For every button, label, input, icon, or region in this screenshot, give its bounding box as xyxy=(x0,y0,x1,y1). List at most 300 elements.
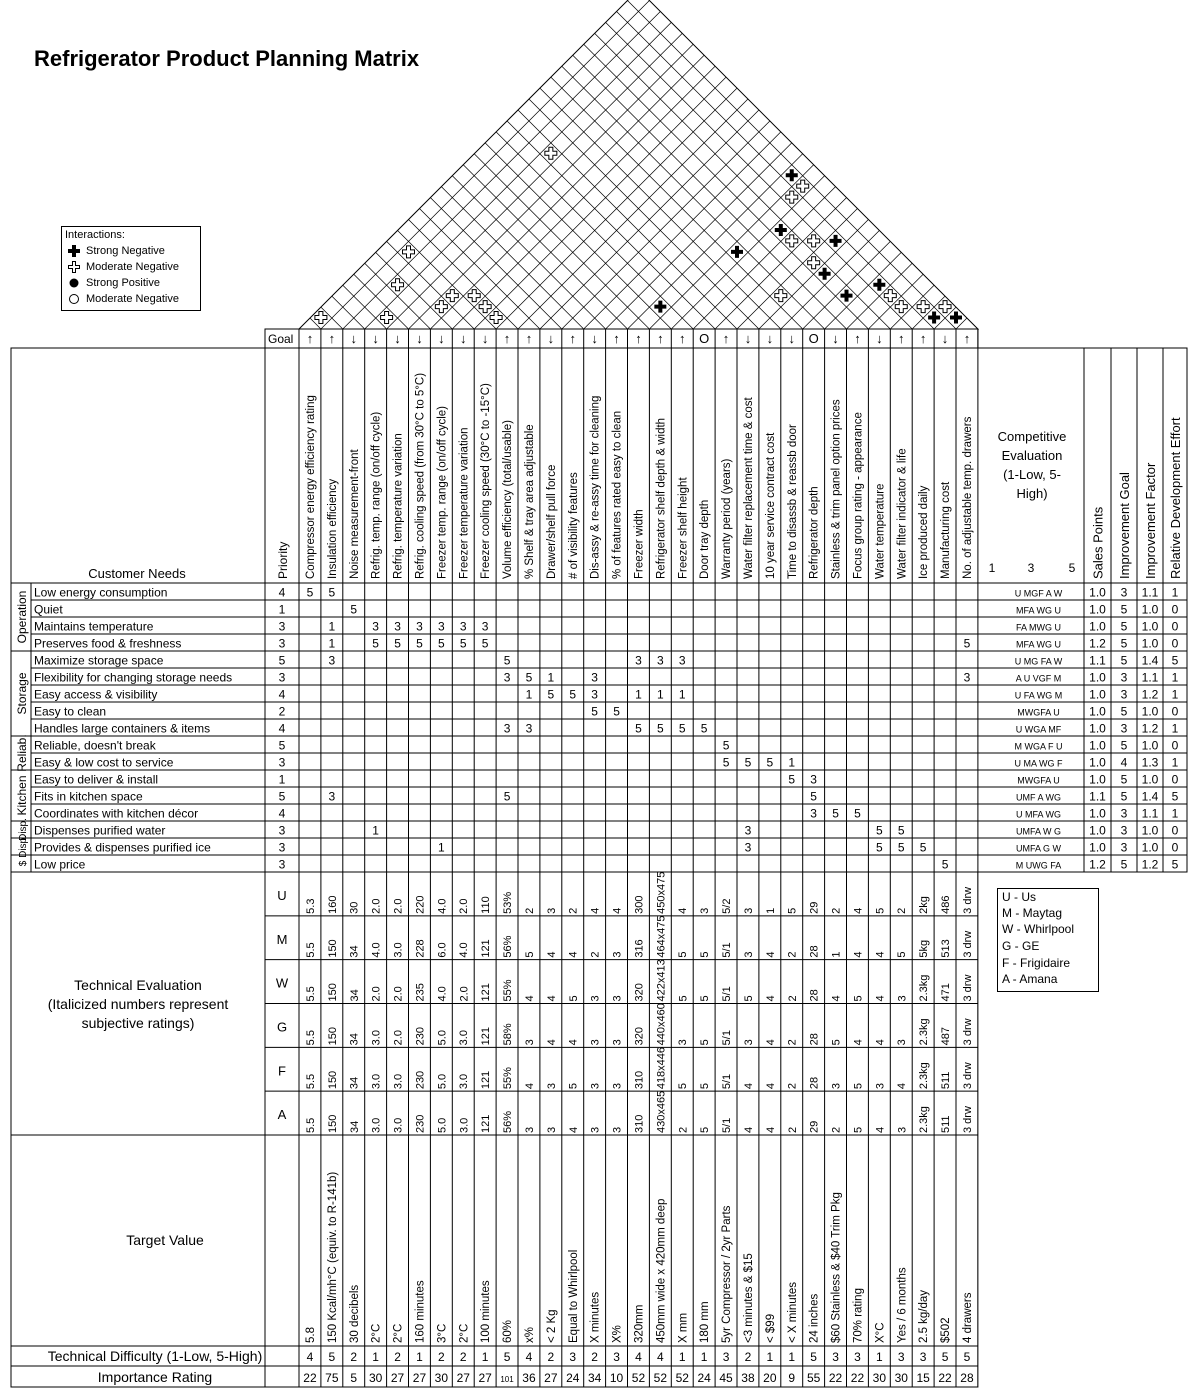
difficulty-value: 2 xyxy=(591,1350,598,1364)
tech-eval-value: 150 xyxy=(326,1114,339,1133)
tech-eval-value: 464x475 xyxy=(655,915,668,958)
relationship-value: 5 xyxy=(372,636,379,651)
right-value: 5 xyxy=(1120,857,1128,872)
tech-eval-value: 3.0 xyxy=(392,1073,405,1090)
tech-eval-value: 4 xyxy=(874,951,887,958)
difficulty-value: 5 xyxy=(963,1350,971,1364)
tech-eval-value: 150 xyxy=(326,1070,339,1090)
right-value: 1.2 xyxy=(1089,636,1106,651)
competitive-rating: MWGFA U xyxy=(1017,707,1060,718)
column-header: % of features rated easy to clean xyxy=(611,410,624,579)
relationship-value: 3 xyxy=(459,619,467,634)
tech-eval-value: 3 xyxy=(523,1039,536,1046)
tech-eval-value: 5/1 xyxy=(721,1073,734,1090)
tech-eval-value: 235 xyxy=(414,983,427,1002)
target-value: 4 drawers xyxy=(961,1292,974,1343)
priority-value: 4 xyxy=(278,585,286,600)
right-value: 1.2 xyxy=(1089,857,1106,872)
tech-eval-value: 53% xyxy=(502,891,515,914)
priority-value: 3 xyxy=(278,857,286,872)
tech-eval-value: 5 xyxy=(852,1083,865,1090)
tech-eval-value: 4 xyxy=(874,1039,887,1046)
goal-symbol: ↓ xyxy=(766,331,774,346)
right-value: 1.2 xyxy=(1141,687,1159,702)
goal-symbol: ↓ xyxy=(941,331,949,346)
importance-value: 52 xyxy=(653,1371,668,1385)
right-value: 0 xyxy=(1171,636,1179,651)
priority-value: 5 xyxy=(278,738,286,753)
tech-eval-value: 220 xyxy=(414,895,427,914)
tech-eval-value: 5.5 xyxy=(304,1117,317,1133)
priority-value: 3 xyxy=(278,619,286,634)
difficulty-value: 5 xyxy=(810,1350,817,1364)
tech-eval-value: 3 xyxy=(523,1126,536,1133)
target-value: 30 decibels xyxy=(348,1284,361,1343)
tech-eval-value: 2.3kg xyxy=(918,1018,931,1046)
need-label: Preserves food & freshness xyxy=(34,636,182,651)
competitive-rating: A U VGF M xyxy=(1015,673,1062,684)
right-value: 1 xyxy=(1171,806,1179,821)
difficulty-value: 1 xyxy=(416,1350,423,1364)
tech-eval-value: 5/1 xyxy=(721,942,734,958)
importance-value: 30 xyxy=(368,1371,383,1385)
right-value: 1.0 xyxy=(1141,602,1159,617)
tech-eval-value: 487 xyxy=(940,1026,953,1046)
tech-eval-value: 3 xyxy=(742,907,755,914)
column-header: Door tray depth xyxy=(699,499,712,579)
column-header: Refrig. cooling speed (from 30°C to 5°C) xyxy=(414,372,427,579)
tech-eval-value: 4 xyxy=(852,951,865,958)
difficulty-value: 4 xyxy=(306,1350,314,1364)
competitor-legend-item: G - GE xyxy=(1002,939,1040,953)
right-value: 3 xyxy=(1120,585,1128,600)
target-value: 180 mm xyxy=(699,1301,712,1343)
need-label: Maintains temperature xyxy=(34,619,154,634)
right-value: 5 xyxy=(1120,738,1128,753)
goal-symbol: ↑ xyxy=(569,331,576,346)
right-value: 1 xyxy=(1171,721,1179,736)
priority-value: 3 xyxy=(278,755,286,770)
goal-symbol: O xyxy=(808,331,819,346)
tech-eval-value: 3 drw xyxy=(961,886,974,914)
tech-eval-value: 2 xyxy=(523,907,536,914)
right-value: 1.0 xyxy=(1141,840,1159,855)
relationship-value: 5 xyxy=(569,687,577,702)
relationship-value: 3 xyxy=(481,619,489,634)
difficulty-value: 4 xyxy=(657,1350,664,1364)
difficulty-value: 3 xyxy=(613,1350,620,1364)
relationship-value: 3 xyxy=(503,721,511,736)
importance-value: 52 xyxy=(675,1371,689,1385)
relationship-value: 5 xyxy=(876,823,883,838)
goal-symbol: ↓ xyxy=(350,331,357,346)
tech-eval-value: 5.5 xyxy=(304,1073,317,1090)
relationship-value: 5 xyxy=(328,585,336,600)
importance-value: 22 xyxy=(828,1371,843,1385)
target-value: $502 xyxy=(940,1317,953,1343)
need-label: Maximize storage space xyxy=(34,653,164,668)
right-value: 1 xyxy=(1171,687,1179,702)
difficulty-value: 2 xyxy=(350,1350,358,1364)
column-header: Water filter replacement time & cost xyxy=(742,397,755,579)
right-header: Sales Points xyxy=(1090,506,1106,579)
tech-eval-value: 4 xyxy=(677,907,690,914)
tech-eval-value: 2.0 xyxy=(392,1030,405,1046)
target-value: 5yr Compressor / 2yr Parts xyxy=(721,1205,734,1343)
relationship-value: 1 xyxy=(657,687,664,702)
tech-eval-value: 58% xyxy=(502,1023,515,1046)
relationship-value: 3 xyxy=(503,670,511,685)
goal-symbol: ↑ xyxy=(306,331,314,346)
difficulty-value: 2 xyxy=(459,1350,467,1364)
need-label: Easy to deliver & install xyxy=(34,772,159,787)
importance-value: 34 xyxy=(587,1371,602,1385)
brand-label: G xyxy=(276,1019,288,1035)
competitor-legend-item: F - Frigidaire xyxy=(1002,956,1071,970)
tech-eval-value: 4 xyxy=(742,1126,755,1133)
relationship-value: 5 xyxy=(722,755,730,770)
tech-eval-value: 121 xyxy=(480,983,493,1002)
tech-eval-value: 471 xyxy=(940,983,953,1002)
tech-eval-value: 3 drw xyxy=(961,1018,974,1046)
importance-value: 27 xyxy=(412,1371,427,1385)
difficulty-value: 1 xyxy=(876,1350,883,1364)
need-label: Handles large containers & items xyxy=(34,721,211,736)
competitive-rating: MFA WG U xyxy=(1016,605,1061,616)
right-value: 5 xyxy=(1120,653,1128,668)
right-value: 1.0 xyxy=(1089,721,1106,736)
importance-value: 27 xyxy=(544,1371,558,1385)
goal-symbol: ↓ xyxy=(460,331,467,346)
goal-symbol: ↑ xyxy=(898,331,905,346)
column-header: Drawer/shelf pull force xyxy=(545,464,558,579)
column-header: 10 year service contract cost xyxy=(764,432,777,579)
right-value: 1.0 xyxy=(1089,704,1106,719)
importance-value: 27 xyxy=(456,1371,470,1385)
tech-eval-value: 4 xyxy=(852,907,865,914)
legend-item xyxy=(68,292,179,306)
tech-eval-value: 228 xyxy=(414,939,427,958)
column-header: Compressor energy efficiency rating xyxy=(304,395,317,579)
goal-symbol: ↓ xyxy=(372,331,379,346)
importance-value: 22 xyxy=(938,1371,952,1385)
target-value: Equal to Whirlpool xyxy=(567,1249,580,1343)
right-value: 1.0 xyxy=(1141,704,1159,719)
goal-symbol: ↑ xyxy=(503,331,511,346)
target-value: 2°C xyxy=(458,1323,471,1343)
target-value: 60% xyxy=(502,1319,515,1343)
tech-eval-value: 230 xyxy=(414,1070,427,1090)
tech-eval-value: 2.0 xyxy=(392,898,405,914)
difficulty-value: 3 xyxy=(569,1350,577,1364)
right-value: 1.0 xyxy=(1089,619,1106,634)
tech-eval-value: 5 xyxy=(699,995,712,1002)
target-value: 100 minutes xyxy=(480,1280,493,1343)
tech-eval-value: 5 xyxy=(896,951,909,958)
tech-eval-value: 3 drw xyxy=(961,930,974,958)
competitive-rating: U MGF A W xyxy=(1014,588,1063,599)
column-header: Water filter indicator & life xyxy=(896,448,909,579)
right-value: 3 xyxy=(1120,670,1128,685)
competitive-rating: U MFA WG xyxy=(1016,809,1061,820)
relationship-value: 5 xyxy=(438,636,445,651)
tech-eval-value: 4 xyxy=(567,951,580,958)
tech-eval-value: 56% xyxy=(502,1110,515,1133)
goal-symbol: ↓ xyxy=(481,331,489,346)
relationship-value: 3 xyxy=(963,670,971,685)
tech-eval-value: 121 xyxy=(480,1070,493,1090)
relationship-value: 5 xyxy=(678,721,686,736)
goal-symbol: ↓ xyxy=(438,331,445,346)
customer-needs-header: Customer Needs xyxy=(88,566,186,581)
importance-value: 30 xyxy=(894,1371,908,1385)
relationship-value: 5 xyxy=(306,585,314,600)
priority-value: 2 xyxy=(278,704,286,719)
competitive-rating: U FA WG M xyxy=(1014,690,1063,701)
relationship-value: 1 xyxy=(635,687,642,702)
relationship-value: 3 xyxy=(394,619,401,634)
goal-symbol: O xyxy=(699,331,710,346)
tech-eval-value: 4 xyxy=(545,1039,558,1046)
relationship-value: 3 xyxy=(744,840,752,855)
column-header: Freezer temperature variation xyxy=(458,427,471,579)
tech-eval-value: 2 xyxy=(786,995,799,1002)
tech-eval-value: 4 xyxy=(764,1083,777,1090)
relationship-value: 1 xyxy=(678,687,686,702)
target-value: x% xyxy=(523,1327,536,1343)
competitive-rating: U WGA MF xyxy=(1015,724,1062,735)
need-label: Low price xyxy=(34,857,86,872)
relationship-value: 5 xyxy=(744,755,752,770)
right-value: 3 xyxy=(1120,823,1128,838)
difficulty-value: 5 xyxy=(941,1350,949,1364)
relationship-value: 3 xyxy=(328,653,336,668)
difficulty-value: 1 xyxy=(788,1350,796,1364)
goal-symbol: ↓ xyxy=(547,331,555,346)
tech-eval-value: 3 xyxy=(589,1126,602,1133)
priority-value: 4 xyxy=(278,687,286,702)
tech-eval-value: 4 xyxy=(567,1126,580,1133)
tech-eval-value: 55% xyxy=(502,979,515,1002)
difficulty-value: 3 xyxy=(919,1350,927,1364)
right-value: 1.1 xyxy=(1089,789,1106,804)
tech-eval-value: 450x475 xyxy=(655,871,668,914)
tech-eval-value: 5 xyxy=(523,951,536,958)
right-value: 1.0 xyxy=(1089,585,1106,600)
goal-symbol: ↑ xyxy=(919,331,927,346)
right-value: 1 xyxy=(1171,670,1179,685)
tech-eval-value: 2kg xyxy=(918,896,931,914)
goal-symbol: ↑ xyxy=(963,331,971,346)
importance-value: 27 xyxy=(478,1371,492,1385)
tech-eval-value: 3.0 xyxy=(458,1030,471,1046)
tech-eval-value: 4 xyxy=(764,951,777,958)
priority-value: 5 xyxy=(278,653,286,668)
target-value: < X minutes xyxy=(786,1281,799,1343)
tech-eval-value: 4 xyxy=(611,907,624,914)
tech-eval-value: 3 drw xyxy=(961,974,974,1002)
tech-eval-value: 4 xyxy=(545,995,558,1002)
right-value: 3 xyxy=(1120,721,1128,736)
importance-value: 27 xyxy=(390,1371,405,1385)
legend-item xyxy=(68,260,179,274)
tech-eval-value: 2.3kg xyxy=(918,974,931,1002)
importance-value: 30 xyxy=(872,1371,887,1385)
brand-label: F xyxy=(278,1063,286,1079)
tech-eval-value: 3.0 xyxy=(370,1073,383,1090)
tech-eval-value: 34 xyxy=(348,945,361,958)
importance-value: 36 xyxy=(522,1371,536,1385)
tech-eval-value: 5 xyxy=(699,951,712,958)
column-header: Freezer cooling speed (30°C to -15°C) xyxy=(480,383,493,579)
right-value: 1.0 xyxy=(1089,823,1106,838)
right-value: 1.3 xyxy=(1141,755,1159,770)
column-header: Insulation efficiency xyxy=(326,478,339,579)
tech-eval-value: 4.0 xyxy=(458,942,471,958)
goal-symbol: ↓ xyxy=(744,331,752,346)
tech-eval-value: 3 xyxy=(611,951,624,958)
importance-value: 24 xyxy=(697,1371,711,1385)
need-label: Low energy consumption xyxy=(34,585,168,600)
tech-eval-value: 5 xyxy=(699,1039,712,1046)
goal-symbol: ↓ xyxy=(394,331,401,346)
tech-eval-value: 3 xyxy=(545,1083,558,1090)
target-value: $60 Stainless & $40 Trim Pkg xyxy=(830,1192,843,1343)
relationship-value: 5 xyxy=(876,840,883,855)
competitive-rating: UMFA G W xyxy=(1016,843,1061,854)
tech-eval-value: 230 xyxy=(414,1114,427,1133)
relationship-value: 5 xyxy=(591,704,598,719)
right-value: 5 xyxy=(1120,789,1128,804)
tech-eval-value: 28 xyxy=(808,989,821,1002)
right-value: 0 xyxy=(1171,823,1179,838)
tech-eval-value: 3 drw xyxy=(961,1106,974,1133)
group-label: Disp. xyxy=(18,818,29,841)
tech-eval-value: 4 xyxy=(589,907,602,914)
tech-eval-value: 5 xyxy=(699,1126,712,1133)
relationship-value: 3 xyxy=(744,823,752,838)
tech-eval-label: (Italicized numbers represent xyxy=(47,996,229,1012)
right-value: 0 xyxy=(1171,772,1179,787)
relationship-value: 5 xyxy=(394,636,401,651)
goal-symbol: ↑ xyxy=(525,331,533,346)
tech-eval-value: 28 xyxy=(808,1076,821,1090)
tech-eval-value: 5 xyxy=(852,995,865,1002)
group-label: Disp. xyxy=(18,835,29,858)
difficulty-value: 4 xyxy=(635,1350,642,1364)
relationship-value: 3 xyxy=(810,772,817,787)
competitive-rating: UMFA W G xyxy=(1016,826,1061,837)
column-header: Noise measurement-front xyxy=(348,449,361,579)
tech-eval-value: 3 xyxy=(589,995,602,1002)
relationship-value: 5 xyxy=(919,840,927,855)
tech-eval-value: 440x460 xyxy=(655,1003,668,1046)
goal-symbol: ↑ xyxy=(635,331,642,346)
right-value: 1.0 xyxy=(1141,772,1159,787)
right-value: 1 xyxy=(1171,755,1179,770)
tech-eval-value: 2.3kg xyxy=(918,1106,931,1133)
right-value: 5 xyxy=(1171,857,1179,872)
relationship-value: 5 xyxy=(547,687,555,702)
tech-eval-value: 5 xyxy=(699,1083,712,1090)
tech-eval-value: 5 xyxy=(677,951,690,958)
tech-eval-value: 121 xyxy=(480,939,493,958)
right-value: 5 xyxy=(1120,619,1128,634)
tech-eval-value: 3 xyxy=(742,951,755,958)
tech-eval-value: 5 xyxy=(852,1126,865,1133)
relationship-value: 5 xyxy=(810,789,817,804)
priority-value: 3 xyxy=(278,823,286,838)
target-value: < 2 Kg xyxy=(545,1309,558,1343)
importance-value: 10 xyxy=(609,1371,624,1385)
tech-eval-value: 3 xyxy=(545,907,558,914)
priority-value: 1 xyxy=(278,772,286,787)
relationship-value: 1 xyxy=(372,823,379,838)
difficulty-value: 2 xyxy=(438,1350,445,1364)
difficulty-value: 2 xyxy=(744,1350,752,1364)
goal-symbol: ↑ xyxy=(613,331,620,346)
tech-eval-value: 110 xyxy=(480,896,493,914)
goal-label: Goal xyxy=(268,332,294,346)
tech-eval-value: 5.5 xyxy=(304,986,317,1002)
tech-eval-value: 3.0 xyxy=(370,1030,383,1046)
tech-eval-value: 320 xyxy=(633,1026,646,1046)
tech-eval-value: 4 xyxy=(764,995,777,1002)
goal-symbol: ↑ xyxy=(328,331,336,346)
right-value: 1.0 xyxy=(1089,687,1106,702)
tech-eval-value: 34 xyxy=(348,1033,361,1046)
tech-eval-value: 160 xyxy=(326,895,339,914)
competitor-legend-item: U - Us xyxy=(1002,890,1036,904)
target-value: 450mm wide x 420mm deep xyxy=(655,1198,668,1343)
right-value: 1.0 xyxy=(1141,738,1159,753)
tech-eval-value: 3 xyxy=(830,1083,843,1090)
brand-label: W xyxy=(275,975,289,991)
scale-tick: 5 xyxy=(1068,561,1076,575)
legend-label: Strong Negative xyxy=(86,245,165,257)
group-label: $ xyxy=(18,860,29,867)
target-value: 70% rating xyxy=(852,1288,865,1343)
importance-value: 5 xyxy=(350,1371,358,1385)
target-value: < $99 xyxy=(764,1313,777,1343)
target-value: 320mm xyxy=(633,1304,646,1343)
tech-eval-value: 29 xyxy=(808,901,821,914)
relationship-value: 5 xyxy=(657,721,664,736)
tech-eval-value: 4 xyxy=(523,1083,536,1090)
competitor-legend-item: M - Maytag xyxy=(1002,906,1063,920)
importance-value: 15 xyxy=(916,1371,930,1385)
target-value: 3°C xyxy=(436,1323,449,1343)
need-label: Reliable, doesn't break xyxy=(34,738,156,753)
scale-tick: 1 xyxy=(988,561,996,575)
right-value: 5 xyxy=(1171,789,1179,804)
tech-eval-value: 3 xyxy=(896,995,909,1002)
difficulty-value: 3 xyxy=(722,1350,730,1364)
tech-eval-value: 3.0 xyxy=(370,1117,383,1133)
tech-eval-value: 3 xyxy=(611,1126,624,1133)
target-value: 160 minutes xyxy=(414,1280,427,1343)
target-value-label: Target Value xyxy=(126,1232,204,1248)
right-value: 0 xyxy=(1171,602,1179,617)
tech-eval-value: 2 xyxy=(567,907,580,914)
tech-eval-value: 5.0 xyxy=(436,1030,449,1046)
goal-symbol: ↑ xyxy=(657,331,664,346)
difficulty-value: 1 xyxy=(700,1350,708,1364)
tech-eval-value: 430x465 xyxy=(655,1090,668,1133)
column-header: Warranty period (years) xyxy=(721,458,734,579)
tech-eval-value: 5 xyxy=(742,995,755,1002)
importance-value: 20 xyxy=(763,1371,777,1385)
